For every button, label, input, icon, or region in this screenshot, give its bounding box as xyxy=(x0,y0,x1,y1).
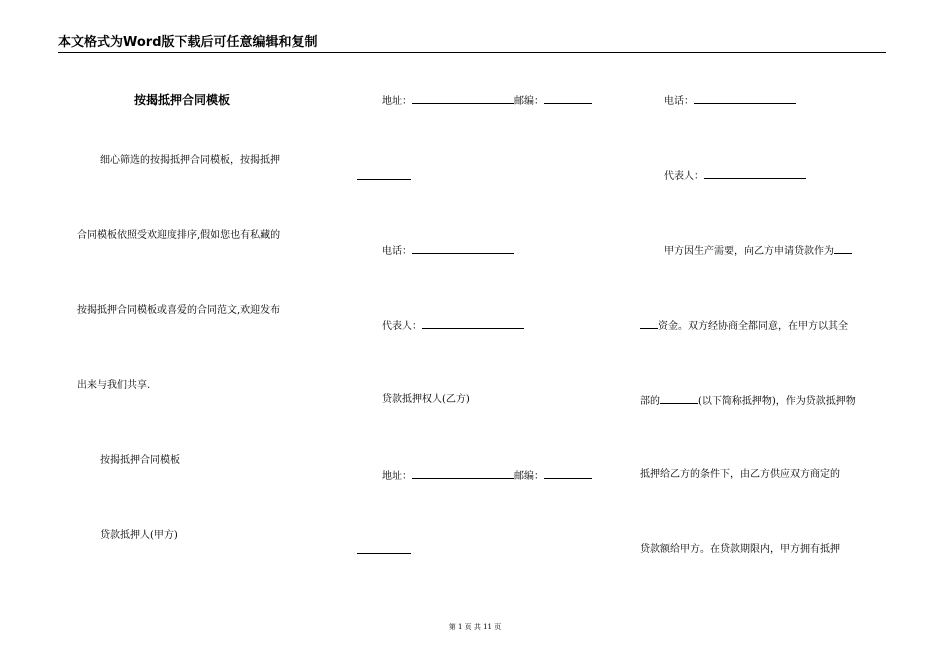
phone-label: 电话： xyxy=(382,246,412,257)
clause-line-3-text: 部的 xyxy=(640,396,660,407)
address-label-2: 地址： xyxy=(382,471,412,482)
continuation-blank xyxy=(357,179,411,180)
postcode-blank xyxy=(544,93,592,104)
address-blank-2 xyxy=(412,468,514,479)
representative-blank xyxy=(422,318,524,329)
postcode-blank-2 xyxy=(544,468,592,479)
clause-line-2 xyxy=(640,318,848,334)
representative-row-2 xyxy=(664,168,806,184)
document-title: 按揭抵押合同模板 xyxy=(134,93,231,107)
clause-line-4: 抵押给乙方的条件下，由乙方供应双方商定的 xyxy=(640,469,840,480)
postcode-label: 邮编： xyxy=(514,96,544,107)
continuation-blank-2 xyxy=(357,553,411,554)
clause-line-3-suffix: (以下简称抵押物)，作为贷款抵押物 xyxy=(698,396,856,407)
representative-label-2: 代表人： xyxy=(664,171,704,182)
phone-label-2: 电话： xyxy=(664,96,694,107)
phone-blank xyxy=(412,243,514,254)
page-footer: 第 1 页 共 11 页 xyxy=(448,623,502,631)
clause-line-5: 贷款额给甲方。在贷款期限内，甲方拥有抵押 xyxy=(640,544,840,555)
address-blank xyxy=(412,93,514,104)
loan-purpose-blank-cont xyxy=(640,318,658,329)
phone-row xyxy=(382,243,514,259)
clause-line-2-text: 资金。双方经协商全都同意，在甲方以其全 xyxy=(658,321,848,332)
clause-line-1-text: 甲方因生产需要，向乙方申请贷款作为 xyxy=(664,246,834,257)
mortgagor-label: 贷款抵押人(甲方) xyxy=(100,530,178,541)
address-row-1 xyxy=(382,93,592,109)
phone-blank-2 xyxy=(694,93,796,104)
section-title: 按揭抵押合同模板 xyxy=(100,455,180,466)
clause-line-3 xyxy=(640,393,856,409)
address-row-2 xyxy=(382,468,592,484)
intro-line-2: 合同模板依照受欢迎度排序,假如您也有私藏的 xyxy=(77,230,281,241)
representative-row xyxy=(382,318,524,334)
phone-row-2 xyxy=(664,93,796,109)
representative-blank-2 xyxy=(704,168,806,179)
collateral-blank xyxy=(660,393,698,404)
intro-line-3: 按揭抵押合同模板或喜爱的合同范文,欢迎发布 xyxy=(77,305,281,316)
intro-line-1: 细心筛选的按揭抵押合同模板，按揭抵押 xyxy=(100,155,280,166)
loan-purpose-blank xyxy=(834,243,852,254)
page-header: 本文格式为Word版下载后可任意编辑和复制 xyxy=(58,34,886,53)
address-label: 地址： xyxy=(382,96,412,107)
intro-line-4: 出来与我们共享. xyxy=(77,380,151,391)
mortgagee-label: 贷款抵押权人(乙方) xyxy=(382,394,470,405)
representative-label: 代表人： xyxy=(382,321,422,332)
clause-line-1 xyxy=(664,243,852,259)
postcode-label-2: 邮编： xyxy=(514,471,544,482)
